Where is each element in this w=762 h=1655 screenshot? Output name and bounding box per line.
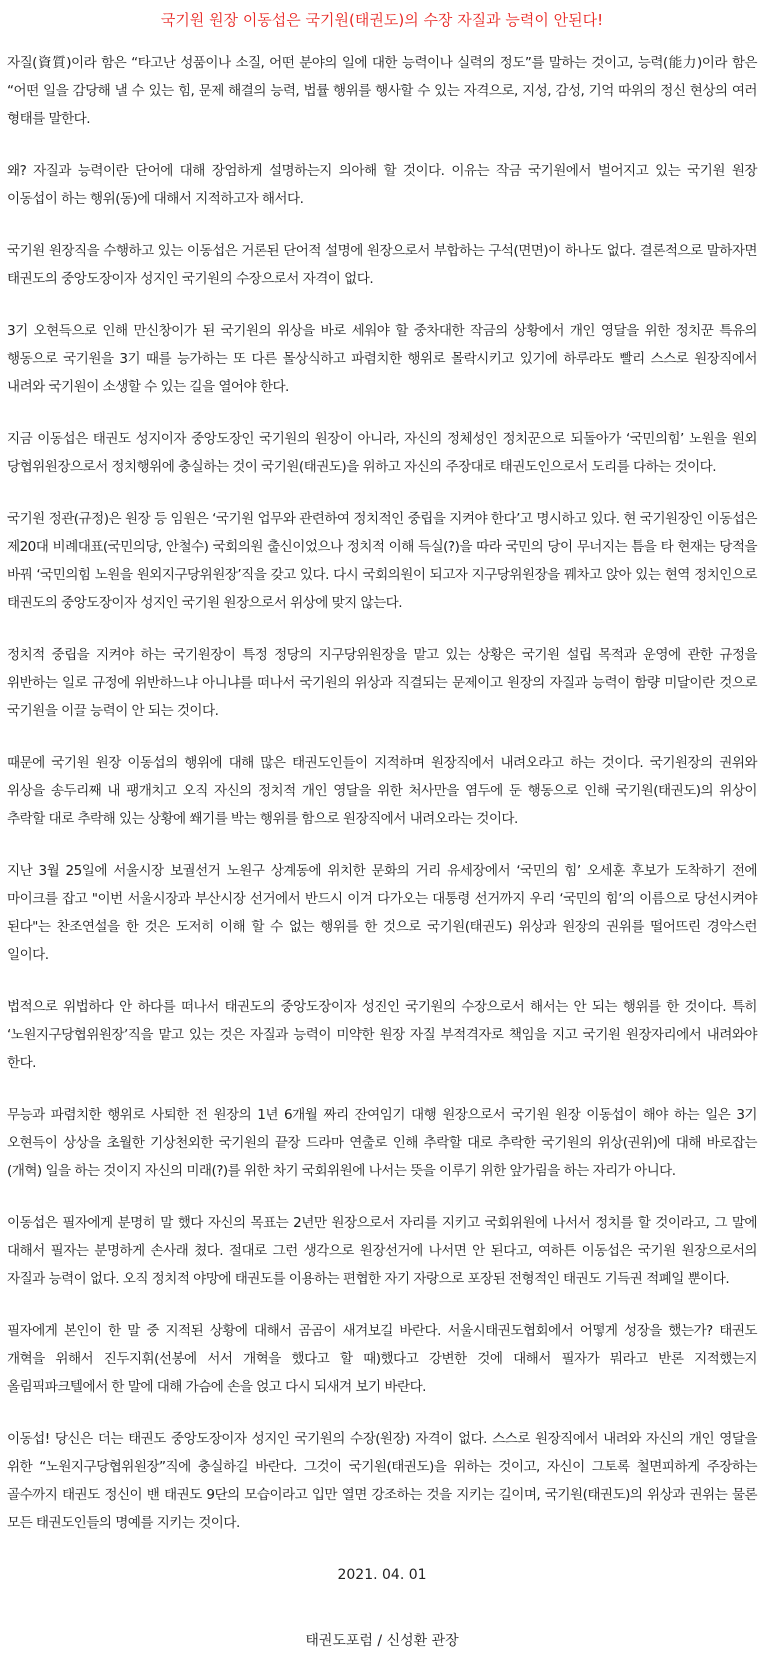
article-author: 태권도포럼 / 신성환 관장: [305, 1633, 459, 1649]
paragraph-2: 왜? 자질과 능력이란 단어에 대해 장엄하게 설명하는지 의아해 할 것이다. 이유는 작금 국기원에서 벌어지고 있는 국기원 원장 이동섭이 하는 행위(동)에 대해서 지적하고자 해서다.: [7, 163, 757, 207]
paragraph-11: 무능과 파렴치한 행위로 사퇴한 전 원장의 1년 6개월 짜리 잔여임기 대행 원장으로서 국기원 원장 이동섭이 해야 하는 일은 3기 오현득이 상상을 초월한 기상천외한 국기원의 끝장 드라마 연출로 인해 추락할 대로 추락한 국기원의 위상(권위)에 대해 바로잡는(개혁) 일을 하는 것이지 자신의 미래(?)를 위한 차기 국회위원에 나서는 뜻을 이루기 위한 앞가림을 하는 자리가 아니다.: [7, 1107, 757, 1179]
paragraph-12: 이동섭은 필자에게 분명히 말 했다 자신의 목표는 2년만 원장으로서 자리를 지키고 국회위원에 나서서 정치를 할 것이라고, 그 말에 대해서 필자는 분명하게 손사래 쳤다. 절대로 그런 생각으로 원장선거에 나서면 안 된다고, 여하튼 이동섭은 국기원 원장으로서의 자질과 능력이 없다. 오직 정치적 야망에 태권도를 이용하는 편협한 자기 자랑으로 포장된 전형적인 태권도 기득권 적폐일 뿐이다.: [7, 1215, 757, 1287]
paragraph-1: 자질(資質)이라 함은 “타고난 성품이나 소질, 어떤 분야의 일에 대한 능력이나 실력의 정도”를 말하는 것이고, 능력(能力)이라 함은 “어떤 일을 감당해 낼 수 있는 힘, 문제 해결의 능력, 법률 행위를 행사할 수 있는 자격으로, 지성, 감성, 기억 따위의 정신 현상의 여러 형태를 말한다.: [7, 55, 757, 127]
paragraph-4: 3기 오현득으로 인해 만신창이가 된 국기원의 위상을 바로 세워야 할 중차대한 작금의 상황에서 개인 영달을 위한 정치꾼 특유의 행동으로 국기원을 3기 때를 능가하는 또 다른 몰상식하고 파렴치한 행위로 몰락시키고 있기에 하루라도 빨리 스스로 원장직에서 내려와 국기원이 소생할 수 있는 길을 열어야 한다.: [7, 323, 757, 395]
paragraph-10: 법적으로 위법하다 안 하다를 떠나서 태권도의 중앙도장이자 성진인 국기원의 수장으로서 해서는 안 되는 행위를 한 것이다. 특히 ‘노원지구당협위원장’직을 맡고 있는 것은 자질과 능력이 미약한 원장 자질 부적격자로 책임을 지고 국기원 원장자리에서 내려와야 한다.: [7, 999, 757, 1071]
paragraph-9: 지난 3월 25일에 서울시장 보궐선거 노원구 상계동에 위치한 문화의 거리 유세장에서 ‘국민의 힘’ 오세훈 후보가 도착하기 전에 마이크를 잡고 "이번 서울시장과 부산시장 선거에서 반드시 이겨 다가오는 대통령 선거까지 우리 ‘국민의 힘’의 이름으로 당선시켜야 된다"는 찬조연설을 한 것은 도저히 이해 할 수 없는 행위를 한 것으로 국기원(태권도) 위상과 원장의 권위를 떨어뜨린 경악스런 일이다.: [7, 863, 757, 963]
paragraph-14: 이동섭! 당신은 더는 태권도 중앙도장이자 성지인 국기원의 수장(원장) 자격이 없다. 스스로 원장직에서 내려와 자신의 개인 영달을 위한 “노원지구당협위원장”직에 충실하길 바란다. 그것이 국기원(태권도)을 위하는 것이고, 자신이 그토록 철면피하게 주장하는 골수까지 태권도 정신이 밴 태권도 9단의 모습이라고 입만 열면 강조하는 것을 지키는 길이며, 국기원(태권도)의 위상과 권위는 물론 모든 태권도인들의 명예를 지키는 것이다.: [7, 1431, 757, 1531]
paragraph-3: 국기원 원장직을 수행하고 있는 이동섭은 거론된 단어적 설명에 원장으로서 부합하는 구석(면면)이 하나도 없다. 결론적으로 말하자면 태권도의 중앙도장이자 성지인 국기원의 수장으로서 자격이 없다.: [7, 243, 757, 287]
paragraph-5: 지금 이동섭은 태권도 성지이자 중앙도장인 국기원의 원장이 아니라, 자신의 정체성인 정치꾼으로 되돌아가 ‘국민의힘’ 노원을 원외 당협위원장으로서 정치행위에 충실하는 것이 국기원(태권도)을 위하고 자신의 주장대로 태권도인으로서 도리를 다하는 것이다.: [7, 431, 757, 475]
paragraph-6: 국기원 정관(규정)은 원장 등 임원은 ‘국기원 업무와 관련하여 정치적인 중립을 지켜야 한다’고 명시하고 있다. 현 국기원장인 이동섭은 제20대 비례대표(국민의당, 안철수) 국회의원 출신이었으나 정치적 이해 득실(?)을 따라 국민의 당이 무너지는 틈을 타 현재는 당적을 바꿔 ‘국민의힘 노원을 원외지구당위원장’직을 갖고 있다. 다시 국회의원이 되고자 지구당위원장을 꿰차고 앉아 있는 현역 정치인으로 태권도의 중앙도장이자 성지인 국기원 원장으로서 위상에 맞지 않는다.: [7, 511, 757, 611]
paragraph-8: 때문에 국기원 원장 이동섭의 행위에 대해 많은 태권도인들이 지적하며 원장직에서 내려오라고 하는 것이다. 국기원장의 권위와 위상을 송두리째 내 팽개치고 오직 자신의 정치적 개인 영달을 위한 처사만을 염두에 둔 행동으로 인해 국기원(태권도)의 위상이 추락할 대로 추락해 있는 상황에 쐐기를 박는 행위를 함으로 원장직에서 내려오라는 것이다.: [7, 755, 757, 827]
article-body: [7, 49, 757, 1537]
paragraph-13: 필자에게 본인이 한 말 중 지적된 상황에 대해서 곰곰이 새겨보길 바란다. 서울시태권도협회에서 어떻게 성장을 했는가? 태권도 개혁을 위해서 진두지휘(선봉에 서서 개혁을 했다고 할 때)했다고 강변한 것에 대해서 필자가 뭐라고 반론 지적했는지 올림픽파크텔에서 한 말에 대해 가슴에 손을 얹고 다시 되새겨 보기 바란다.: [7, 1323, 757, 1395]
paragraph-7: 정치적 중립을 지켜야 하는 국기원장이 특정 정당의 지구당위원장을 맡고 있는 상황은 국기원 설립 목적과 운영에 관한 규정을 위반하는 일로 규정에 위반하느냐 아니냐를 떠나서 국기원의 위상과 직결되는 문제이고 원장의 자질과 능력이 함량 미달이란 것으로 국기원을 이끌 능력이 안 되는 것이다.: [7, 647, 757, 719]
article-date: 2021. 04. 01: [337, 1567, 427, 1583]
article-title: 국기원 원장 이동섭은 국기원(태권도)의 수장 자질과 능력이 안된다!: [160, 11, 604, 29]
